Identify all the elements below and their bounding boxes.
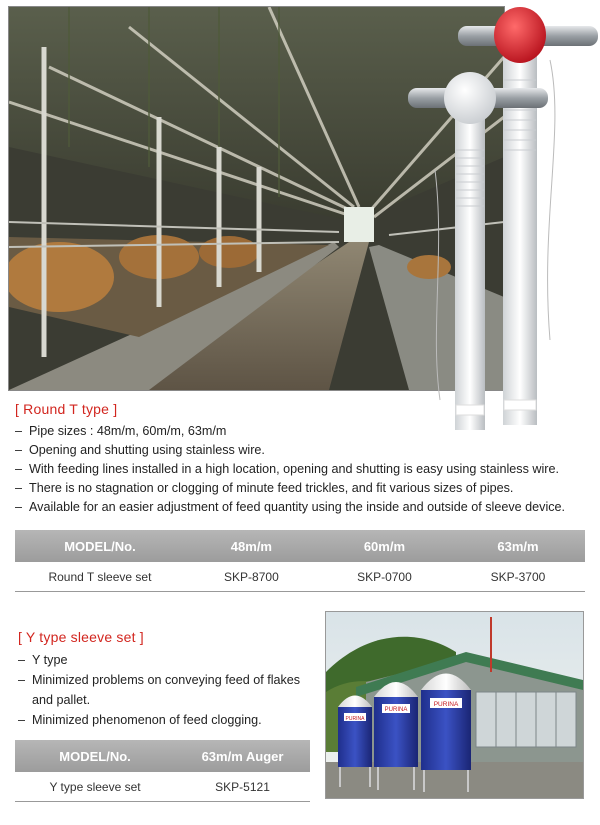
- table-header: 60m/m: [318, 530, 451, 562]
- silo-brand-label: PURINA: [345, 716, 365, 722]
- table-cell: SKP-3700: [451, 562, 585, 592]
- table-header: 63m/m Auger: [175, 740, 310, 772]
- table-cell: Round T sleeve set: [15, 562, 185, 592]
- round-t-heading: [ Round T type ]: [15, 401, 118, 417]
- list-item: – Opening and shutting using stainless wire.: [15, 443, 265, 457]
- y-type-bullets: [18, 650, 300, 730]
- list-item: – Minimized problems on conveying feed of flakes: [18, 673, 301, 687]
- silo-photo: [325, 611, 584, 799]
- table-cell: SKP-5121: [175, 772, 310, 802]
- list-item: – Available for an easier adjustment of feed quantity using the inside and outside of sleeve device.: [15, 500, 566, 514]
- y-type-heading: [ Y type sleeve set ]: [18, 629, 144, 645]
- list-item: – Y type: [18, 653, 68, 667]
- list-item: – Minimized phenomenon of feed clogging.: [18, 713, 262, 727]
- list-item: – Pipe sizes : 48m/m, 60m/m, 63m/m: [15, 424, 227, 438]
- table-cell: SKP-0700: [318, 562, 451, 592]
- round-t-spec-table: [15, 530, 585, 592]
- y-type-spec-table: [15, 740, 310, 802]
- list-item: – With feeding lines installed in a high location, opening and shutting is easy using stainless wire.: [15, 462, 559, 476]
- table-header: MODEL/No.: [15, 740, 175, 772]
- silo-brand-label: PURINA: [433, 701, 459, 708]
- table-cell: SKP-8700: [185, 562, 318, 592]
- round-t-sleeve-product-image: [400, 0, 600, 432]
- silo-brand-label: PURINA: [384, 707, 408, 713]
- table-row: [15, 562, 585, 592]
- table-cell: Y type sleeve set: [15, 772, 175, 802]
- list-item: – There is no stagnation or clogging of minute feed trickles, and fit various sizes of pipes.: [15, 481, 514, 495]
- table-header: MODEL/No.: [15, 530, 185, 562]
- table-row: [15, 772, 310, 802]
- table-header: 63m/m: [451, 530, 585, 562]
- table-header-row: [15, 530, 585, 562]
- table-header-row: [15, 740, 310, 772]
- table-header: 48m/m: [185, 530, 318, 562]
- round-t-bullets: [15, 422, 565, 517]
- list-item: and pallet.: [32, 693, 91, 707]
